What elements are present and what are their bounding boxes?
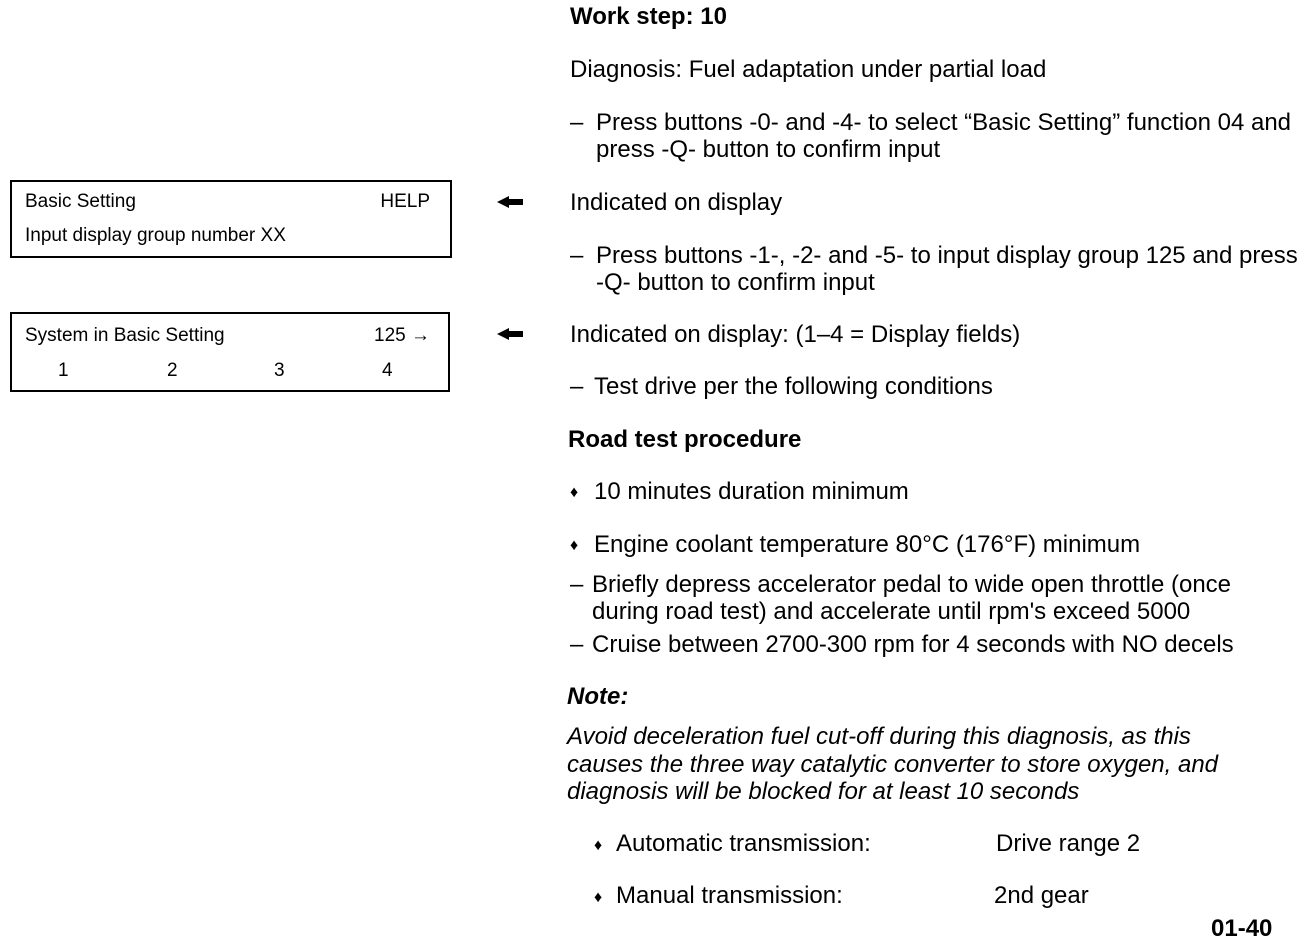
display-field-4: 4 <box>382 360 393 381</box>
display-box-system-basic-setting <box>10 312 450 392</box>
pointer-hand-icon <box>497 195 523 209</box>
note-line2: causes the three way catalytic converter to store oxygen, and <box>567 751 1219 778</box>
bullet-icon: ♦ <box>570 537 579 554</box>
dash-item-cruise: Cruise between 2700-300 rpm for 4 seconds with NO decels <box>592 631 1234 658</box>
step-select-line1: Press buttons -0- and -4- to select “Basic Setting” function 04 and <box>596 109 1292 136</box>
indicated-on-display-2: Indicated on display: (1–4 = Display fields) <box>570 321 1021 348</box>
note-heading: Note: <box>567 683 629 710</box>
step-input-line2: -Q- button to confirm input <box>596 269 875 296</box>
note-line1: Avoid deceleration fuel cut-off during this diagnosis, as this <box>567 723 1191 750</box>
test-drive-text: Test drive per the following conditions <box>594 373 993 400</box>
manual-transmission-label: Manual transmission: <box>616 882 843 909</box>
dash-marker: – <box>570 373 584 400</box>
step-select-line2: press -Q- button to confirm input <box>596 136 941 163</box>
display-1-title: Basic Setting <box>25 191 136 212</box>
step-input-line1: Press buttons -1-, -2- and -5- to input display group 125 and press <box>596 242 1298 269</box>
diagnosis-text: Diagnosis: Fuel adaptation under partial load <box>570 56 1047 83</box>
auto-transmission-value: Drive range 2 <box>996 830 1141 857</box>
road-test-heading: Road test procedure <box>568 426 802 453</box>
display-2-title: System in Basic Setting <box>25 325 225 346</box>
dash-marker: – <box>570 242 584 269</box>
dash-marker: – <box>570 571 584 598</box>
display-field-1: 1 <box>58 360 69 381</box>
display-1-help: HELP <box>380 191 430 212</box>
display-1-line2: Input display group number XX <box>25 225 286 246</box>
dash-item-accelerate-line1: Briefly depress accelerator pedal to wide open throttle (once <box>592 571 1232 598</box>
bullet-icon: ♦ <box>570 484 579 501</box>
bullet-icon: ♦ <box>594 889 603 906</box>
note-line3: diagnosis will be blocked for at least 10 seconds <box>567 778 1080 805</box>
work-step-heading: Work step: 10 <box>570 3 727 30</box>
bullet-item-duration: 10 minutes duration minimum <box>594 478 909 505</box>
dash-item-accelerate-line2: during road test) and accelerate until rpm's exceed 5000 <box>592 598 1191 625</box>
manual-transmission-value: 2nd gear <box>994 882 1089 909</box>
auto-transmission-label: Automatic transmission: <box>616 830 871 857</box>
pointer-hand-icon <box>497 327 523 341</box>
bullet-icon: ♦ <box>594 837 603 854</box>
display-field-3: 3 <box>274 360 285 381</box>
dash-marker: – <box>570 109 584 136</box>
bullet-item-coolant: Engine coolant temperature 80°C (176°F) minimum <box>594 531 1141 558</box>
display-box-basic-setting <box>10 180 452 258</box>
dash-marker: – <box>570 631 584 658</box>
indicated-on-display-1: Indicated on display <box>570 189 783 216</box>
page-number: 01-40 <box>1211 915 1273 942</box>
display-field-2: 2 <box>167 360 178 381</box>
display-2-group: 125 → <box>374 325 430 346</box>
